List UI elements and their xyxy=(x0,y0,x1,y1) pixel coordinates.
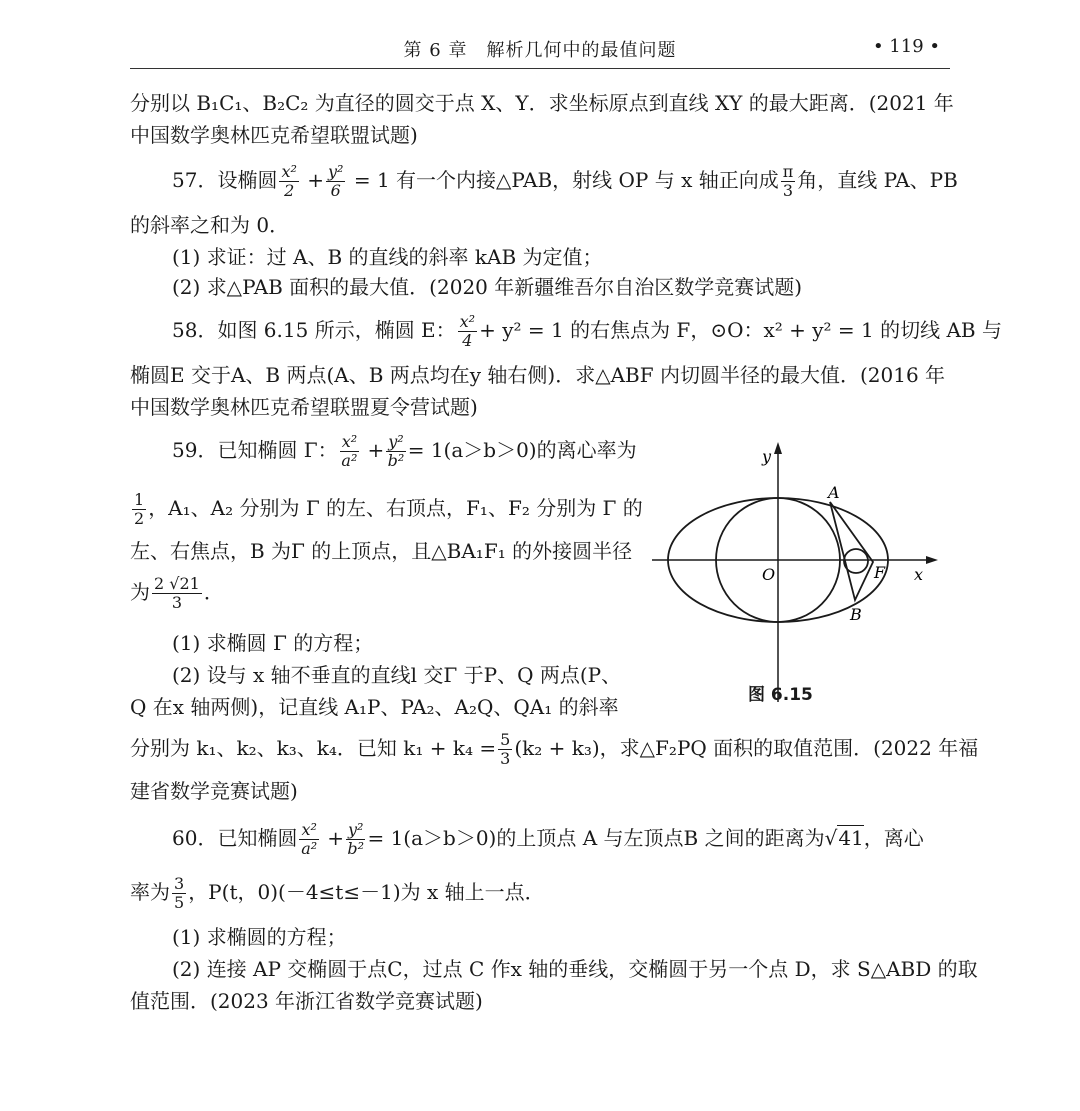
p57-frac2-den: 6 xyxy=(330,181,341,200)
p57-frac1-num: x² xyxy=(281,162,297,181)
p58-line3: 中国数学奥林匹克希望联盟夏令营试题) xyxy=(130,395,478,419)
p59-text-line4a: 为 xyxy=(130,580,150,604)
p59-line3: 左、右焦点，B 为Γ 的上顶点，且△BA₁F₁ 的外接圆半径 xyxy=(130,539,633,563)
label-B: B xyxy=(850,605,862,624)
p60-text-line2a: 率为 xyxy=(130,880,170,904)
p57-frac3 xyxy=(781,163,796,200)
chapter-title: 第 6 章 解析几何中的最值问题 xyxy=(403,40,677,61)
p57-line1 xyxy=(172,160,958,200)
p59-frac2-den: b² xyxy=(387,451,405,470)
p59-frac5 xyxy=(498,731,512,768)
p59-text-line2: ，A₁、A₂ 分别为 Γ 的左、右顶点，F₁、F₂ 分别为 Γ 的 xyxy=(148,496,643,520)
p60-frac1-den: a² xyxy=(301,839,318,858)
triangle-ABF xyxy=(830,502,873,600)
p59-frac4 xyxy=(152,575,202,612)
p59-frac1-den: a² xyxy=(341,451,358,470)
p59-plus: + xyxy=(367,438,385,462)
p59-frac2-num: y² xyxy=(388,432,404,451)
p58-text-b: + y² = 1 的右焦点为 F，⊙O：x² + y² = 1 的切线 AB 与 xyxy=(479,318,1002,342)
p60-text-c: ，离心 xyxy=(863,826,924,850)
p59-text-b: = 1(a＞b＞0)的离心率为 xyxy=(407,438,637,462)
p59-frac3-den: 2 xyxy=(134,509,145,528)
p58-line2: 椭圆E 交于A、B 两点(A、B 两点均在y 轴右侧)．求△ABF 内切圆半径的最大值．(2016 年 xyxy=(130,363,946,387)
label-A: A xyxy=(828,483,840,502)
p59-frac3-num: 1 xyxy=(134,490,145,509)
p57-text-c: 角，直线 PA、PB xyxy=(797,168,958,192)
p60-frac3 xyxy=(172,875,186,912)
p60-frac2-den: b² xyxy=(347,839,365,858)
figure-caption: 图 6.15 xyxy=(748,685,813,705)
p59-frac2 xyxy=(386,433,405,470)
label-O: O xyxy=(762,565,776,584)
p57-frac1-den: 2 xyxy=(284,181,295,200)
p60-question1: (1) 求椭圆的方程； xyxy=(172,925,347,949)
x-axis-arrow xyxy=(926,556,938,564)
p57-plus: + xyxy=(307,168,325,192)
p60-question2a: (2) 连接 AP 交椭圆于点C，过点 C 作x 轴的垂线，交椭圆于另一个点 D，求 S△ABD 的取 xyxy=(172,957,978,981)
y-axis-arrow xyxy=(774,442,782,454)
p57-text-a: 57．设椭圆 xyxy=(172,168,278,192)
label-F: F xyxy=(874,563,886,582)
p60-plus: + xyxy=(327,826,345,850)
p59-line1 xyxy=(172,430,637,470)
p57-frac2 xyxy=(326,163,345,200)
p60-text-line2b: ，P(t，0)(－4≤t≤－1)为 x 轴上一点． xyxy=(188,880,545,904)
p59-question2d: 建省数学竞赛试题) xyxy=(130,779,298,803)
p60-line1 xyxy=(172,818,924,858)
p58-text-a: 58．如图 6.15 所示，椭圆 E： xyxy=(172,318,456,342)
label-y: y xyxy=(762,447,772,466)
p57-frac3-den: 3 xyxy=(782,181,794,200)
p60-text-a: 60．已知椭圆 xyxy=(172,826,298,850)
p60-sqrt41: 41 xyxy=(838,826,864,850)
p59-line2 xyxy=(130,488,643,528)
p60-text-b: = 1(a＞b＞0)的上顶点 A 与左顶点B 之间的距离为 xyxy=(367,826,825,850)
p59-question2b: Q 在x 轴两侧)，记直线 A₁P、PA₂、A₂Q、QA₁ 的斜率 xyxy=(130,695,619,719)
p60-frac3-num: 3 xyxy=(174,874,185,893)
p58-line1 xyxy=(172,310,1002,350)
p59-frac3 xyxy=(132,491,146,528)
p57-question2: (2) 求△PAB 面积的最大值．(2020 年新疆维吾尔自治区数学竞赛试题) xyxy=(172,275,803,299)
p59-text-q2c-b: (k₂ + k₃)，求△F₂PQ 面积的取值范围．(2022 年福 xyxy=(514,736,979,760)
page-header xyxy=(130,30,950,69)
p58-frac1 xyxy=(458,313,477,350)
p60-line2 xyxy=(130,872,545,912)
p57-frac1 xyxy=(279,163,298,200)
p60-frac1 xyxy=(299,821,318,858)
p57-frac3-num: π xyxy=(782,162,794,181)
p59-question2c xyxy=(130,728,978,768)
p59-text-q2c-a: 分别为 k₁、k₂、k₃、k₄．已知 k₁ + k₄ = xyxy=(130,736,497,760)
p59-line4 xyxy=(130,572,224,612)
p57-question1: (1) 求证：过 A、B 的直线的斜率 kAB 为定值； xyxy=(172,245,603,269)
p59-frac4-num: 2 √21 xyxy=(154,574,200,593)
p60-frac1-num: x² xyxy=(301,820,317,839)
p57-line2: 的斜率之和为 0． xyxy=(130,213,290,237)
p59-text-a: 59．已知椭圆 Γ： xyxy=(172,438,338,462)
figure-6-15 xyxy=(650,440,950,710)
p59-question1: (1) 求椭圆 Γ 的方程； xyxy=(172,631,374,655)
p58-frac1-num: x² xyxy=(459,312,476,331)
p60-sqrt-symbol: √ xyxy=(824,826,838,850)
page-number: • 119 • xyxy=(872,36,940,57)
p57-frac2-num: y² xyxy=(328,162,344,181)
p59-frac4-den: 3 xyxy=(171,593,182,612)
incircle xyxy=(844,549,868,573)
p60-frac3-den: 5 xyxy=(174,893,185,912)
p59-frac5-num: 5 xyxy=(500,730,511,749)
p56-line2: 中国数学奥林匹克希望联盟试题) xyxy=(130,123,418,147)
p59-frac5-den: 3 xyxy=(500,749,511,768)
label-x: x xyxy=(914,565,924,584)
p59-question2a: (2) 设与 x 轴不垂直的直线l 交Γ 于P、Q 两点(P、 xyxy=(172,663,622,687)
p57-text-b: = 1 有一个内接△PAB，射线 OP 与 x 轴正向成 xyxy=(353,168,779,192)
p60-frac2-num: y² xyxy=(348,820,364,839)
p59-frac1-num: x² xyxy=(341,432,358,451)
p60-question2b: 值范围．(2023 年浙江省数学竞赛试题) xyxy=(130,989,483,1013)
p56-line1: 分别以 B₁C₁、B₂C₂ 为直径的圆交于点 X、Y．求坐标原点到直线 XY 的最大距离．(2021 年 xyxy=(130,91,954,115)
p60-frac2 xyxy=(346,821,365,858)
p59-text-line4b: ． xyxy=(203,580,224,604)
p59-frac1 xyxy=(340,433,359,470)
p58-frac1-den: 4 xyxy=(462,331,473,350)
